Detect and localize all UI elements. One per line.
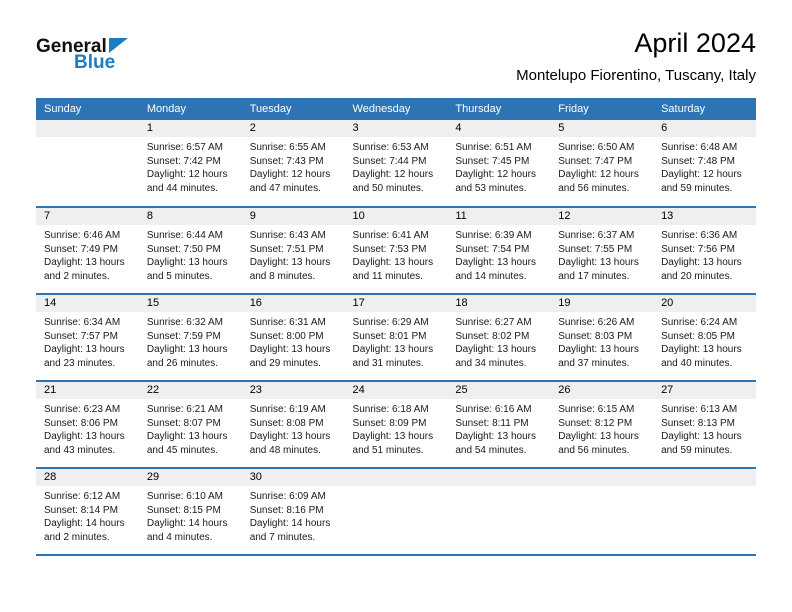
- day-number-band: [139, 295, 242, 312]
- sunset-text: Sunset: 7:48 PM: [661, 155, 735, 167]
- daylight-minutes-text: and 48 minutes.: [249, 444, 321, 456]
- day-cell-6: [653, 120, 756, 207]
- logo-text-general: General: [36, 36, 107, 57]
- sunrise-text: Sunrise: 6:55 AM: [249, 142, 326, 153]
- daylight-minutes-text: and 7 minutes.: [249, 531, 316, 543]
- logo-text-blue: Blue: [74, 52, 116, 73]
- day-number-band: [653, 208, 756, 225]
- sunrise-text: Sunrise: 6:32 AM: [146, 317, 223, 328]
- day-number: 8: [146, 210, 153, 222]
- daylight-minutes-text: and 4 minutes.: [146, 531, 213, 543]
- sunrise-text: Sunrise: 6:09 AM: [249, 491, 326, 502]
- sunrise-text: Sunrise: 6:10 AM: [146, 491, 223, 502]
- daylight-minutes-text: and 59 minutes.: [661, 444, 733, 456]
- day-number-band: [447, 120, 550, 137]
- day-number-band: [653, 469, 756, 486]
- day-details: [36, 486, 139, 544]
- day-number-band: [653, 295, 756, 312]
- daylight-minutes-text: and 23 minutes.: [44, 357, 116, 369]
- day-details: [447, 137, 550, 195]
- day-details: [653, 225, 756, 283]
- sunrise-text: Sunrise: 6:44 AM: [146, 230, 223, 241]
- day-details: [242, 486, 345, 544]
- day-number: 5: [558, 122, 565, 134]
- sunset-text: Sunset: 7:55 PM: [558, 243, 633, 255]
- daylight-hours-text: Daylight: 13 hours: [661, 431, 742, 442]
- weekday-header-monday: Monday: [139, 98, 242, 120]
- day-number-band: [653, 120, 756, 137]
- day-details: [242, 312, 345, 370]
- day-number-band: [550, 120, 653, 137]
- sunset-text: Sunset: 7:57 PM: [44, 330, 118, 342]
- sunset-text: Sunset: 8:09 PM: [352, 417, 427, 429]
- day-cell-1: [139, 120, 242, 207]
- day-number-band: [550, 295, 653, 312]
- calendar-body: [36, 120, 756, 555]
- daylight-hours-text: Daylight: 13 hours: [558, 257, 639, 268]
- day-number: 22: [146, 384, 160, 396]
- daylight-minutes-text: and 43 minutes.: [44, 444, 116, 456]
- day-cell-21: [36, 381, 139, 468]
- sunrise-text: Sunrise: 6:50 AM: [558, 142, 635, 153]
- day-number-band: [139, 469, 242, 486]
- sunrise-text: Sunrise: 6:21 AM: [146, 404, 223, 415]
- sunrise-text: Sunrise: 6:15 AM: [558, 404, 635, 415]
- day-number: 4: [455, 122, 462, 134]
- sunrise-text: Sunrise: 6:26 AM: [558, 317, 635, 328]
- day-cell-11: [447, 207, 550, 294]
- daylight-minutes-text: and 2 minutes.: [44, 531, 110, 543]
- sunset-text: Sunset: 7:42 PM: [146, 155, 221, 167]
- day-cell-19: [550, 294, 653, 381]
- day-cell-14: [36, 294, 139, 381]
- day-cell-9: [242, 207, 345, 294]
- daylight-minutes-text: and 47 minutes.: [249, 182, 321, 194]
- day-number-band: [447, 295, 550, 312]
- day-cell-26: [550, 381, 653, 468]
- sunrise-text: Sunrise: 6:41 AM: [352, 230, 429, 241]
- day-number: 28: [44, 471, 57, 483]
- day-number: 2: [249, 122, 256, 134]
- day-number: 26: [558, 384, 571, 396]
- day-details: [447, 312, 550, 370]
- day-cell-13: [653, 207, 756, 294]
- day-number-band: [345, 469, 448, 486]
- day-number: 12: [558, 210, 571, 222]
- daylight-hours-text: Daylight: 14 hours: [249, 518, 331, 529]
- daylight-hours-text: Daylight: 13 hours: [44, 344, 125, 355]
- sunrise-text: Sunrise: 6:13 AM: [661, 404, 738, 415]
- sunrise-text: Sunrise: 6:19 AM: [249, 404, 326, 415]
- day-cell-8: [139, 207, 242, 294]
- daylight-minutes-text: and 45 minutes.: [146, 444, 219, 456]
- sunrise-text: Sunrise: 6:31 AM: [249, 317, 326, 328]
- day-cell-17: [345, 294, 448, 381]
- day-number-band: [550, 469, 653, 486]
- sunset-text: Sunset: 8:13 PM: [661, 417, 735, 429]
- sunset-text: Sunset: 8:15 PM: [146, 504, 221, 516]
- weekday-header-tuesday: Tuesday: [242, 98, 345, 120]
- daylight-hours-text: Daylight: 13 hours: [352, 431, 434, 442]
- day-cell-24: [345, 381, 448, 468]
- day-number-band: [345, 120, 448, 137]
- daylight-hours-text: Daylight: 13 hours: [44, 431, 125, 442]
- day-number: 25: [455, 384, 468, 396]
- day-cell-5: [550, 120, 653, 207]
- day-number: 10: [352, 210, 365, 222]
- day-cell-15: [139, 294, 242, 381]
- daylight-hours-text: Daylight: 13 hours: [146, 431, 228, 442]
- day-cell-30: [242, 468, 345, 555]
- day-details: [345, 225, 448, 283]
- day-cell-empty: [550, 468, 653, 555]
- day-details: [550, 137, 653, 195]
- day-details: [139, 137, 242, 195]
- day-details: [139, 486, 242, 544]
- sunset-text: Sunset: 7:53 PM: [352, 243, 427, 255]
- daylight-minutes-text: and 56 minutes.: [558, 182, 630, 194]
- sunrise-text: Sunrise: 6:46 AM: [44, 230, 121, 241]
- day-number: 14: [44, 297, 57, 309]
- day-number: 29: [146, 471, 160, 483]
- day-number-band: [36, 382, 139, 399]
- sunrise-text: Sunrise: 6:29 AM: [352, 317, 429, 328]
- weekday-header-wednesday: Wednesday: [345, 98, 448, 120]
- general-blue-logo: [36, 28, 128, 74]
- daylight-hours-text: Daylight: 12 hours: [558, 169, 639, 180]
- daylight-hours-text: Daylight: 13 hours: [146, 257, 228, 268]
- day-number-band: [242, 295, 345, 312]
- sunrise-text: Sunrise: 6:48 AM: [661, 142, 738, 153]
- week-row-4: [36, 381, 756, 468]
- daylight-hours-text: Daylight: 14 hours: [44, 518, 125, 529]
- sunrise-text: Sunrise: 6:27 AM: [455, 317, 532, 328]
- sunset-text: Sunset: 7:47 PM: [558, 155, 633, 167]
- sunset-text: Sunset: 8:05 PM: [661, 330, 735, 342]
- daylight-hours-text: Daylight: 13 hours: [661, 344, 742, 355]
- sunset-text: Sunset: 8:03 PM: [558, 330, 633, 342]
- day-number: 30: [249, 471, 262, 483]
- sunset-text: Sunset: 8:12 PM: [558, 417, 633, 429]
- daylight-minutes-text: and 11 minutes.: [352, 270, 423, 282]
- daylight-minutes-text: and 37 minutes.: [558, 357, 630, 369]
- daylight-hours-text: Daylight: 13 hours: [558, 344, 639, 355]
- day-cell-3: [345, 120, 448, 207]
- day-number: 6: [661, 122, 668, 134]
- day-details: [36, 312, 139, 370]
- day-details: [550, 399, 653, 457]
- day-number: 17: [352, 297, 365, 309]
- day-details: [242, 399, 345, 457]
- sunrise-text: Sunrise: 6:18 AM: [352, 404, 429, 415]
- day-cell-18: [447, 294, 550, 381]
- day-number: 16: [249, 297, 262, 309]
- day-details: [345, 312, 448, 370]
- day-number-band: [36, 208, 139, 225]
- daylight-minutes-text: and 26 minutes.: [146, 357, 219, 369]
- day-cell-empty: [447, 468, 550, 555]
- sunrise-text: Sunrise: 6:39 AM: [455, 230, 532, 241]
- page-title: April 2024: [634, 28, 756, 58]
- day-details: [653, 312, 756, 370]
- day-number: 23: [249, 384, 262, 396]
- sunset-text: Sunset: 7:44 PM: [352, 155, 427, 167]
- daylight-hours-text: Daylight: 12 hours: [146, 169, 228, 180]
- sunrise-text: Sunrise: 6:37 AM: [558, 230, 635, 241]
- daylight-minutes-text: and 17 minutes.: [558, 270, 630, 282]
- daylight-hours-text: Daylight: 13 hours: [455, 344, 536, 355]
- day-cell-7: [36, 207, 139, 294]
- day-number: 18: [455, 297, 468, 309]
- daylight-minutes-text: and 51 minutes.: [352, 444, 424, 456]
- daylight-hours-text: Daylight: 13 hours: [146, 344, 228, 355]
- day-number-band: [36, 295, 139, 312]
- daylight-minutes-text: and 20 minutes.: [661, 270, 733, 282]
- logo-flag-icon: [109, 38, 128, 53]
- day-number-band: [242, 382, 345, 399]
- daylight-minutes-text: and 59 minutes.: [661, 182, 733, 194]
- sunset-text: Sunset: 7:54 PM: [455, 243, 530, 255]
- daylight-minutes-text: and 44 minutes.: [146, 182, 219, 194]
- sunset-text: Sunset: 7:59 PM: [146, 330, 221, 342]
- day-cell-20: [653, 294, 756, 381]
- day-details: [345, 399, 448, 457]
- week-row-1: [36, 120, 756, 207]
- day-details: [345, 137, 448, 195]
- day-details: [36, 225, 139, 283]
- daylight-minutes-text: and 54 minutes.: [455, 444, 527, 456]
- daylight-hours-text: Daylight: 13 hours: [249, 257, 331, 268]
- daylight-hours-text: Daylight: 13 hours: [44, 257, 125, 268]
- week-row-3: [36, 294, 756, 381]
- sunset-text: Sunset: 8:11 PM: [455, 417, 529, 429]
- daylight-minutes-text: and 50 minutes.: [352, 182, 424, 194]
- sunrise-text: Sunrise: 6:34 AM: [44, 317, 121, 328]
- day-details: [550, 225, 653, 283]
- daylight-minutes-text: and 40 minutes.: [661, 357, 733, 369]
- day-details: [139, 312, 242, 370]
- daylight-minutes-text: and 53 minutes.: [455, 182, 527, 194]
- daylight-hours-text: Daylight: 13 hours: [455, 257, 536, 268]
- daylight-hours-text: Daylight: 13 hours: [352, 257, 434, 268]
- daylight-minutes-text: and 56 minutes.: [558, 444, 630, 456]
- sunset-text: Sunset: 7:51 PM: [249, 243, 324, 255]
- sunset-text: Sunset: 7:43 PM: [249, 155, 324, 167]
- daylight-hours-text: Daylight: 13 hours: [558, 431, 639, 442]
- day-number: 20: [661, 297, 674, 309]
- daylight-minutes-text: and 31 minutes.: [352, 357, 424, 369]
- sunset-text: Sunset: 7:50 PM: [146, 243, 221, 255]
- day-details: [447, 225, 550, 283]
- daylight-hours-text: Daylight: 13 hours: [249, 344, 331, 355]
- day-number: 24: [352, 384, 365, 396]
- day-number: 15: [146, 297, 160, 309]
- day-number: 7: [44, 210, 51, 222]
- day-number: 1: [146, 122, 153, 134]
- day-cell-12: [550, 207, 653, 294]
- day-number-band: [139, 120, 242, 137]
- calendar-table: [36, 98, 756, 556]
- daylight-hours-text: Daylight: 12 hours: [352, 169, 434, 180]
- sunrise-text: Sunrise: 6:24 AM: [661, 317, 738, 328]
- day-cell-27: [653, 381, 756, 468]
- day-number-band: [242, 469, 345, 486]
- day-details: [139, 399, 242, 457]
- day-details: [242, 137, 345, 195]
- daylight-hours-text: Daylight: 13 hours: [249, 431, 331, 442]
- day-number: 11: [455, 210, 467, 222]
- day-number: 13: [661, 210, 674, 222]
- daylight-minutes-text: and 29 minutes.: [249, 357, 321, 369]
- daylight-hours-text: Daylight: 13 hours: [455, 431, 536, 442]
- weekday-header-thursday: Thursday: [447, 98, 550, 120]
- day-number: 27: [661, 384, 674, 396]
- weekday-header-friday: Friday: [550, 98, 653, 120]
- day-number-band: [345, 208, 448, 225]
- day-details: [36, 399, 139, 457]
- day-cell-22: [139, 381, 242, 468]
- sunrise-text: Sunrise: 6:36 AM: [661, 230, 738, 241]
- day-cell-16: [242, 294, 345, 381]
- page-header: [36, 28, 756, 84]
- daylight-hours-text: Daylight: 12 hours: [249, 169, 331, 180]
- day-cell-empty: [36, 120, 139, 207]
- day-details: [550, 312, 653, 370]
- sunset-text: Sunset: 8:00 PM: [249, 330, 324, 342]
- day-number-band: [447, 208, 550, 225]
- day-number-band: [550, 382, 653, 399]
- day-cell-2: [242, 120, 345, 207]
- day-details: [653, 137, 756, 195]
- week-row-2: [36, 207, 756, 294]
- sunset-text: Sunset: 8:16 PM: [249, 504, 324, 516]
- sunset-text: Sunset: 8:08 PM: [249, 417, 324, 429]
- day-details: [139, 225, 242, 283]
- weekday-header-row: [36, 98, 756, 120]
- location-subtitle: Montelupo Fiorentino, Tuscany, Italy: [516, 67, 756, 84]
- day-number-band: [653, 382, 756, 399]
- sunset-text: Sunset: 8:01 PM: [352, 330, 427, 342]
- daylight-hours-text: Daylight: 12 hours: [661, 169, 742, 180]
- sunrise-text: Sunrise: 6:12 AM: [44, 491, 121, 502]
- day-details: [653, 399, 756, 457]
- day-cell-10: [345, 207, 448, 294]
- day-cell-25: [447, 381, 550, 468]
- sunset-text: Sunset: 8:14 PM: [44, 504, 118, 516]
- day-number-band: [447, 382, 550, 399]
- sunrise-text: Sunrise: 6:43 AM: [249, 230, 326, 241]
- day-number-band: [447, 469, 550, 486]
- weekday-header-sunday: Sunday: [36, 98, 139, 120]
- daylight-minutes-text: and 14 minutes.: [455, 270, 527, 282]
- day-number-band: [36, 120, 139, 137]
- sunrise-text: Sunrise: 6:57 AM: [146, 142, 223, 153]
- week-row-5: [36, 468, 756, 555]
- weekday-header-saturday: Saturday: [653, 98, 756, 120]
- sunset-text: Sunset: 8:06 PM: [44, 417, 118, 429]
- daylight-minutes-text: and 34 minutes.: [455, 357, 527, 369]
- day-cell-empty: [653, 468, 756, 555]
- sunset-text: Sunset: 8:07 PM: [146, 417, 221, 429]
- daylight-hours-text: Daylight: 13 hours: [661, 257, 742, 268]
- day-number-band: [242, 120, 345, 137]
- day-number-band: [345, 295, 448, 312]
- title-block: [516, 28, 756, 84]
- day-number-band: [139, 382, 242, 399]
- daylight-minutes-text: and 2 minutes.: [44, 270, 110, 282]
- day-cell-4: [447, 120, 550, 207]
- sunrise-text: Sunrise: 6:23 AM: [44, 404, 121, 415]
- day-number: 9: [249, 210, 256, 222]
- day-number-band: [242, 208, 345, 225]
- daylight-hours-text: Daylight: 14 hours: [146, 518, 228, 529]
- sunset-text: Sunset: 7:56 PM: [661, 243, 735, 255]
- sunrise-text: Sunrise: 6:51 AM: [455, 142, 532, 153]
- daylight-hours-text: Daylight: 12 hours: [455, 169, 536, 180]
- day-cell-23: [242, 381, 345, 468]
- sunset-text: Sunset: 7:49 PM: [44, 243, 118, 255]
- day-number-band: [550, 208, 653, 225]
- day-details: [447, 399, 550, 457]
- daylight-hours-text: Daylight: 13 hours: [352, 344, 434, 355]
- day-number-band: [139, 208, 242, 225]
- day-cell-empty: [345, 468, 448, 555]
- sunset-text: Sunset: 7:45 PM: [455, 155, 530, 167]
- day-number: 3: [352, 122, 359, 134]
- day-number: 21: [44, 384, 57, 396]
- day-details: [242, 225, 345, 283]
- day-number: 19: [558, 297, 571, 309]
- day-cell-28: [36, 468, 139, 555]
- sunrise-text: Sunrise: 6:16 AM: [455, 404, 532, 415]
- day-cell-29: [139, 468, 242, 555]
- sunrise-text: Sunrise: 6:53 AM: [352, 142, 429, 153]
- daylight-minutes-text: and 8 minutes.: [249, 270, 316, 282]
- sunset-text: Sunset: 8:02 PM: [455, 330, 530, 342]
- daylight-minutes-text: and 5 minutes.: [146, 270, 213, 282]
- day-number-band: [345, 382, 448, 399]
- day-number-band: [36, 469, 139, 486]
